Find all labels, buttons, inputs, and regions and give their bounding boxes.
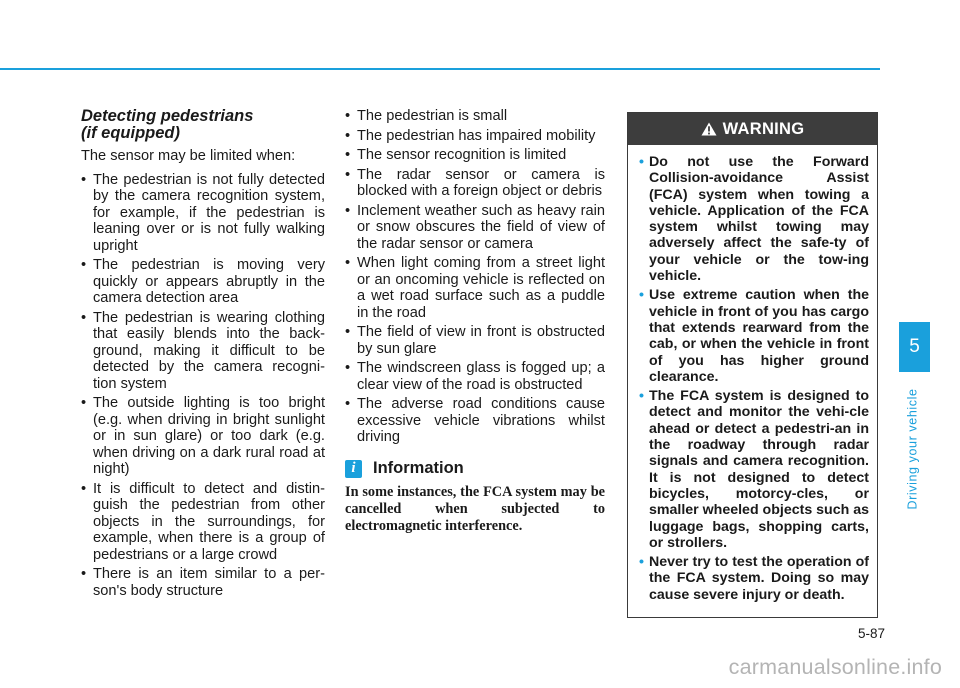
list-item: • When light coming from a street light or an oncoming vehicle is reflected on a wet road surface such as a puddle in the road xyxy=(345,255,605,321)
warning-title: WARNING xyxy=(722,119,805,138)
information-heading xyxy=(345,460,605,478)
info-icon: i xyxy=(345,460,362,478)
list-item: • The pedestrian is wearing clothing that easily blends into the back-ground, making it difficult to be detected by the camera recogni-tion system xyxy=(81,310,325,393)
left-column xyxy=(81,108,325,602)
list-item: • The outside lighting is too bright (e.g. when driving in bright sunlight or in sun glare) or too dark (e.g. when driving on a dark rural road at night) xyxy=(81,395,325,478)
list-item: • The pedestrian is small xyxy=(345,108,605,125)
list-item: • The radar sensor or camera is blocked with a foreign object or debris xyxy=(345,167,605,200)
top-rule xyxy=(0,68,880,70)
section-heading-line2: (if equipped) xyxy=(81,124,180,142)
list-item: • It is difficult to detect and distin-guish the pedestrian from other objects in the surroundings, for example, when there is a group of pedestrians or a large crowd xyxy=(81,481,325,564)
section-heading xyxy=(81,108,325,142)
warning-item: • The FCA system is designed to detect and monitor the vehi-cle ahead or detect a pedestri-an in the roadway through radar signals and camera recognition. It is not designed to detect bicycles, motorcy-cles, or smaller wheeled objects such as luggage bags, shopping carts, or strollers. xyxy=(639,388,869,551)
warning-triangle-icon xyxy=(701,122,717,136)
middle-column xyxy=(345,108,605,535)
section-intro: The sensor may be limited when: xyxy=(81,148,296,164)
list-item: • The pedestrian is not fully detected by the camera recognition system, for example, if the pedestrian is leaning over or is not fully walking upright xyxy=(81,172,325,255)
warning-item: • Do not use the Forward Collision-avoidance Assist (FCA) system when towing a vehicle. Application of the FCA system whilst towing may adversely affect the safe-ty of your vehicle or the tow-ing vehicle. xyxy=(639,154,869,284)
right-bullet-list xyxy=(345,108,605,446)
chapter-label xyxy=(893,388,933,510)
list-item: • Inclement weather such as heavy rain or snow obscures the field of view of the radar sensor or camera xyxy=(345,203,605,253)
section-heading-line1: Detecting pedestrians xyxy=(81,107,254,125)
warning-item: • Never try to test the operation of the FCA system. Doing so may cause severe injury or death. xyxy=(639,554,869,603)
warning-list xyxy=(628,145,877,603)
list-item: • The windscreen glass is fogged up; a clear view of the road is obstructed xyxy=(345,360,605,393)
page-number: 5-87 xyxy=(857,626,885,641)
warning-header xyxy=(628,113,877,145)
left-bullet-list xyxy=(81,172,325,600)
list-item: • The field of view in front is obstructed by sun glare xyxy=(345,324,605,357)
information-title: Information xyxy=(373,459,464,478)
warning-item: • Use extreme caution when the vehicle in front of you has cargo that extends rearward from the cab, or when the vehicle in front of you has higher ground clearance. xyxy=(639,287,869,385)
watermark: carmanualsonline.info xyxy=(728,655,942,679)
chapter-label-text: Driving your vehicle xyxy=(906,388,921,510)
chapter-tab: 5 xyxy=(899,322,930,372)
warning-box xyxy=(627,112,878,618)
list-item: • The pedestrian is moving very quickly or appears abruptly in the camera detection area xyxy=(81,257,325,307)
list-item: • The adverse road conditions cause excessive vehicle vibrations whilst driving xyxy=(345,396,605,446)
list-item: • The pedestrian has impaired mobility xyxy=(345,128,605,145)
list-item: • There is an item similar to a per-son's body structure xyxy=(81,566,325,599)
information-body: In some instances, the FCA system may be cancelled when subjected to electromagnetic interference. xyxy=(345,483,605,534)
list-item: • The sensor recognition is limited xyxy=(345,147,605,164)
